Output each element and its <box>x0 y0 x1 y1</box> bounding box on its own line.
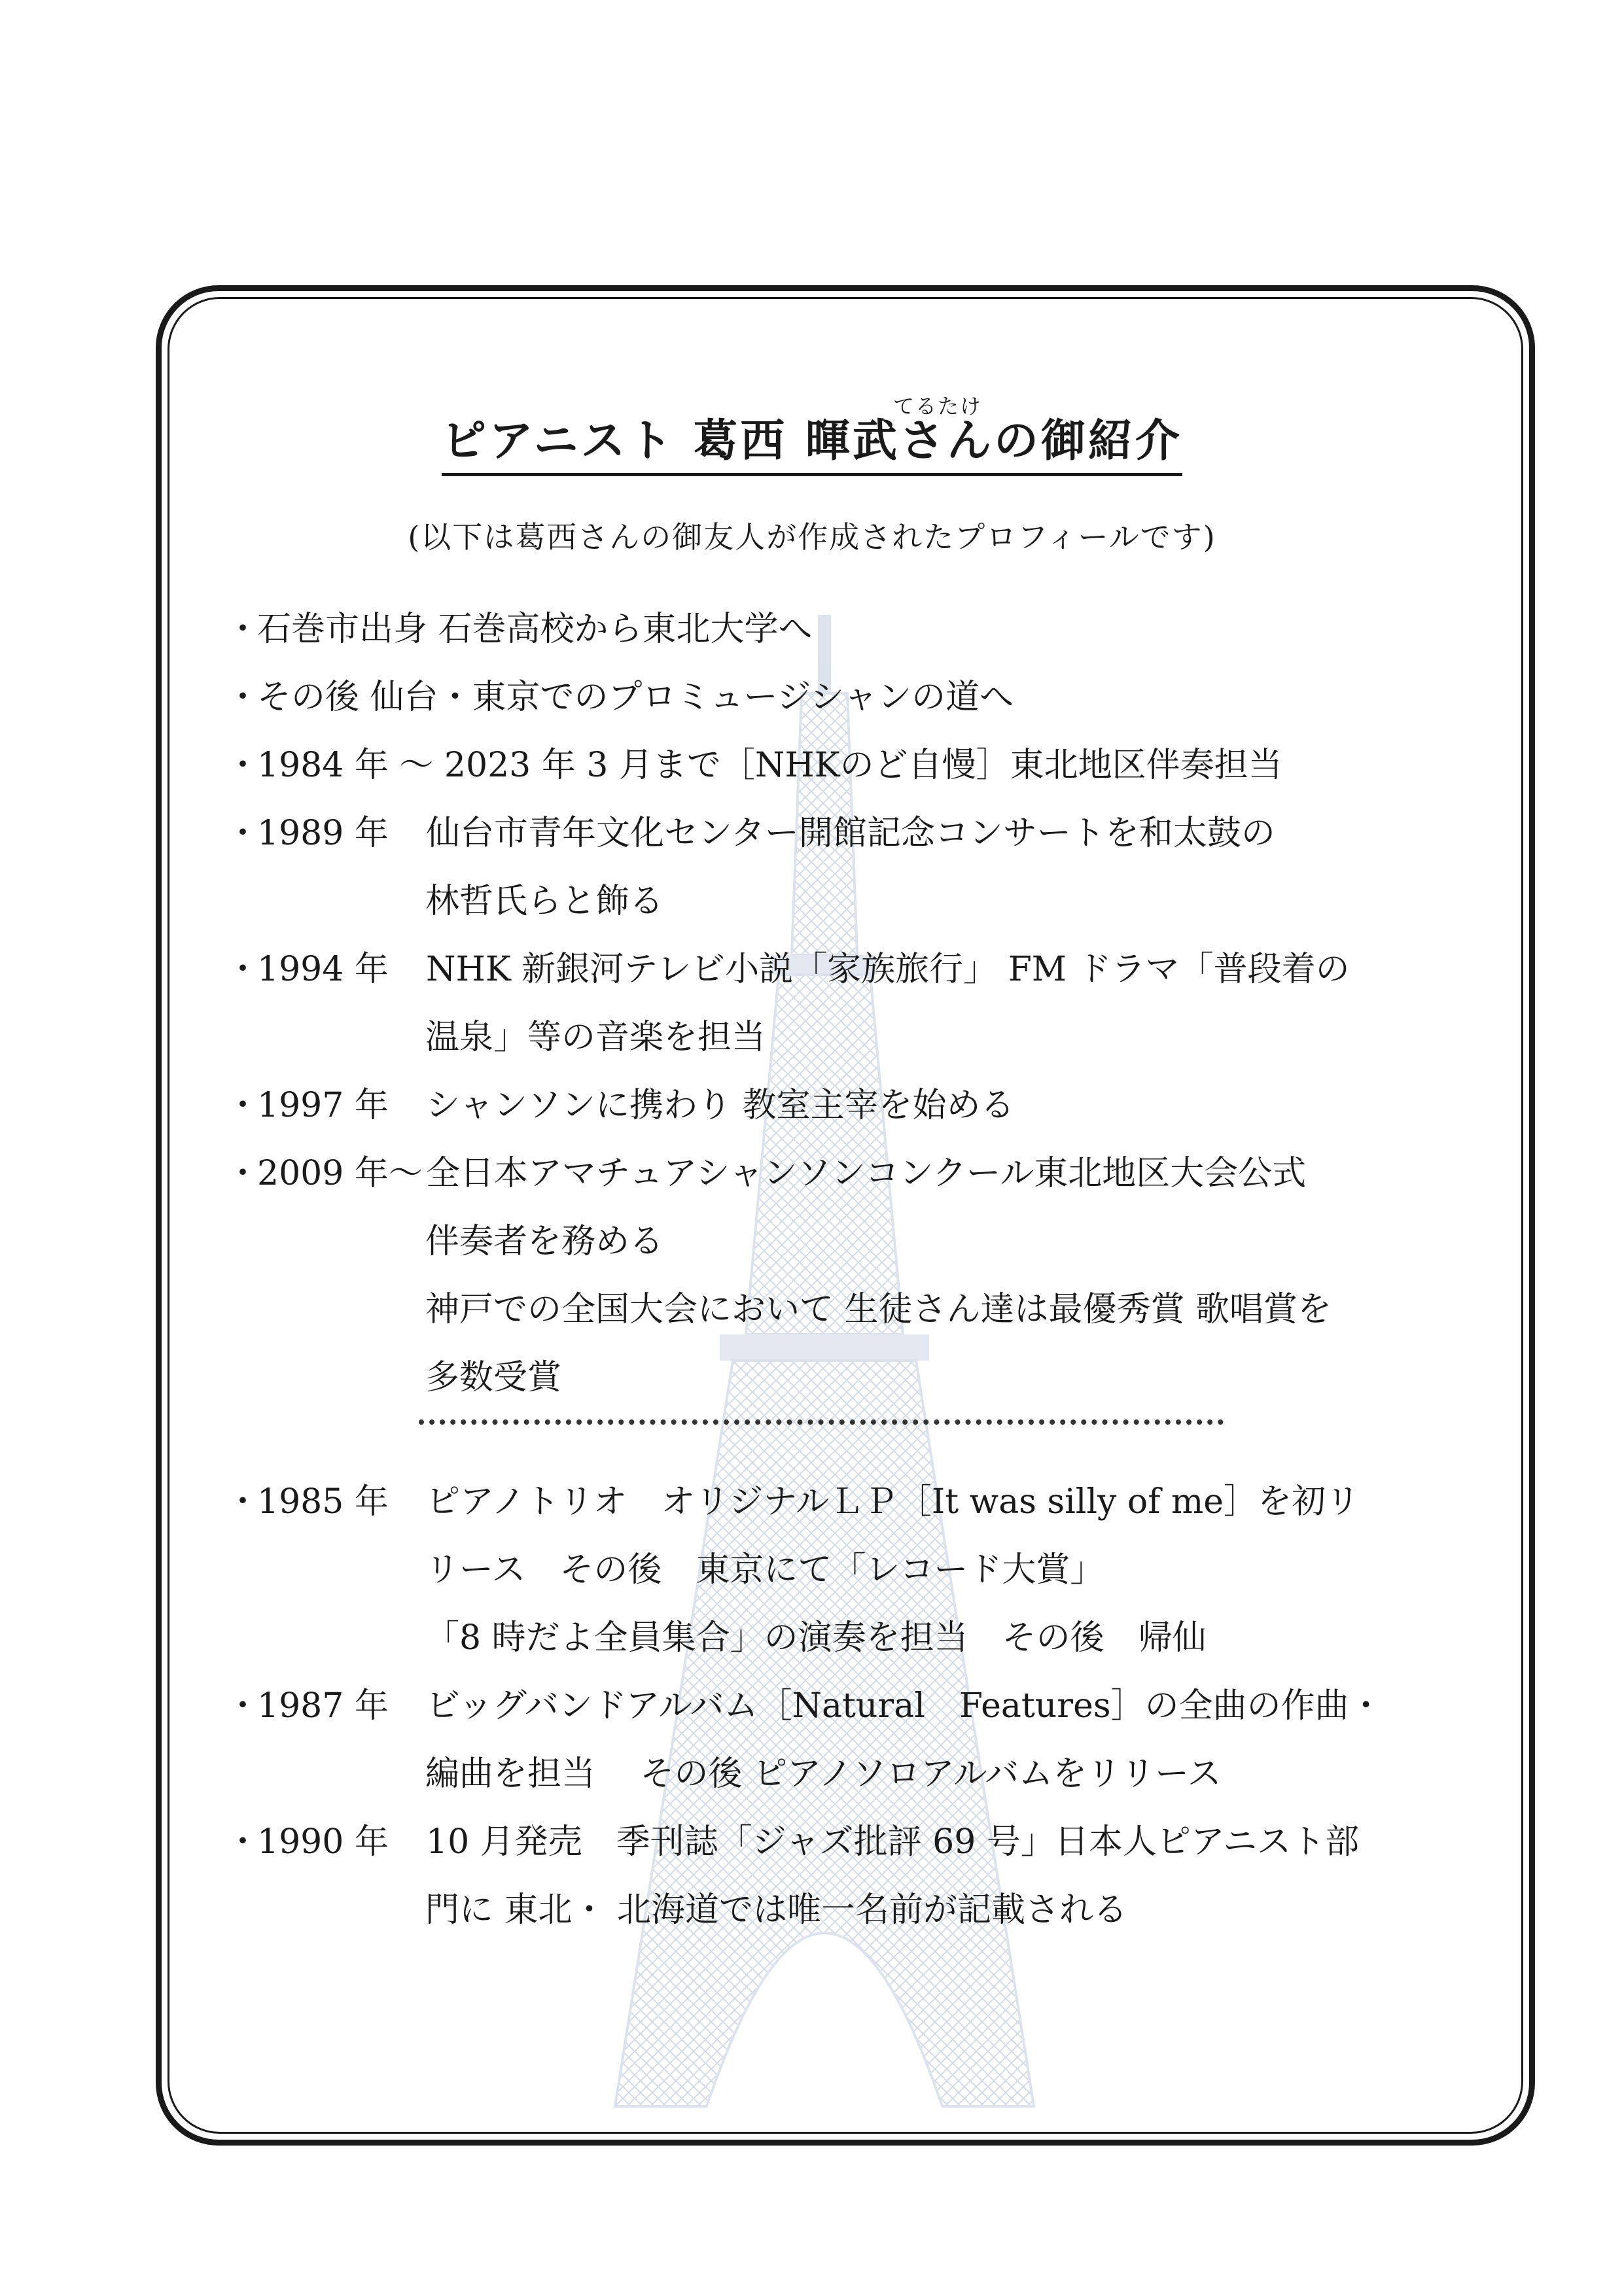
profile-entry <box>226 1672 1383 1740</box>
bullet: ・ <box>226 1822 260 1862</box>
profile-entry <box>226 663 1014 731</box>
profile-entry <box>226 1071 1015 1139</box>
entry-text: 10 月発売 季刊誌「ジャズ批評 69 号」日本人ピアニスト部 <box>426 1822 1360 1862</box>
profile-entry <box>226 799 1275 867</box>
entry-text: その後 仙台・東京でのプロミュージシャンの道へ <box>257 678 1014 717</box>
bullet: ・ <box>226 1154 260 1193</box>
title-wrap <box>0 394 1624 476</box>
profile-entry <box>226 1468 1360 1536</box>
entry-year: 1994 年 <box>257 950 389 989</box>
entry-continuation: 伴奏者を務める <box>425 1222 664 1261</box>
entry-text: ピアノトリオ オリジナルＬＰ［It was silly of me］を初リ <box>426 1482 1360 1522</box>
entry-continuation: 門に 東北・ 北海道では唯一名前が記載される <box>425 1890 1128 1930</box>
entry-year: 1990 年 <box>257 1822 389 1862</box>
bullet: ・ <box>226 746 260 785</box>
profile-entry <box>226 595 813 663</box>
entry-year: 2009 年〜 <box>257 1154 423 1193</box>
profile-entry <box>226 1808 1359 1876</box>
profile-entry <box>226 731 1282 799</box>
dotted-separator <box>419 1419 1224 1425</box>
entry-text: ビッグバンドアルバム［Natural Features］の全曲の作曲・ <box>426 1686 1383 1726</box>
entry-continuation: 神戸での全国大会において 生徒さん達は最優秀賞 歌唱賞を <box>425 1290 1332 1329</box>
entry-year: 1985 年 <box>257 1482 389 1522</box>
entry-year: 1997 年 <box>257 1086 389 1125</box>
profile-entry <box>226 935 1350 1003</box>
entry-continuation: 「8 時だよ全員集合」の演奏を担当 その後 帰仙 <box>425 1618 1207 1658</box>
entry-continuation: 編曲を担当 その後 ピアノソロアルバムをリリース <box>425 1754 1222 1794</box>
entry-continuation: 多数受賞 <box>425 1358 562 1397</box>
entry-text: 石巻市出身 石巻高校から東北大学へ <box>257 610 813 649</box>
bullet: ・ <box>226 950 260 989</box>
entry-year: 1989 年 <box>257 814 389 853</box>
entry-continuation: リース その後 東京にて「レコード大賞」 <box>425 1550 1104 1590</box>
entry-text: シャンソンに携わり 教室主宰を始める <box>426 1086 1015 1125</box>
entry-text: NHK 新銀河テレビ小説「家族旅行」 FM ドラマ「普段着の <box>426 950 1350 989</box>
entry-continuation: 林哲氏らと飾る <box>425 882 664 921</box>
bullet: ・ <box>226 1482 260 1522</box>
bullet: ・ <box>226 814 260 853</box>
page-title <box>442 394 1182 476</box>
entry-year: 1987 年 <box>257 1686 389 1726</box>
title-text: ピアニスト 葛西 暉武さんの御紹介 <box>442 415 1182 467</box>
entry-text: 仙台市青年文化センター開館記念コンサートを和太鼓の <box>426 814 1275 853</box>
subtitle: (以下は葛西さんの御友人が作成されたプロフィールです) <box>408 519 1216 555</box>
bullet: ・ <box>226 1086 260 1125</box>
bullet: ・ <box>226 1686 260 1726</box>
entry-text: 1984 年 〜 2023 年 3 月まで［NHKのど自慢］東北地区伴奏担当 <box>257 746 1282 785</box>
entry-text: 全日本アマチュアシャンソンコンクール東北地区大会公式 <box>426 1154 1307 1193</box>
entry-continuation: 温泉」等の音楽を担当 <box>425 1018 766 1057</box>
bullet: ・ <box>226 610 260 649</box>
bullet: ・ <box>226 678 260 717</box>
profile-entry <box>226 1139 1306 1208</box>
title-ruby: てるたけ <box>893 394 983 419</box>
